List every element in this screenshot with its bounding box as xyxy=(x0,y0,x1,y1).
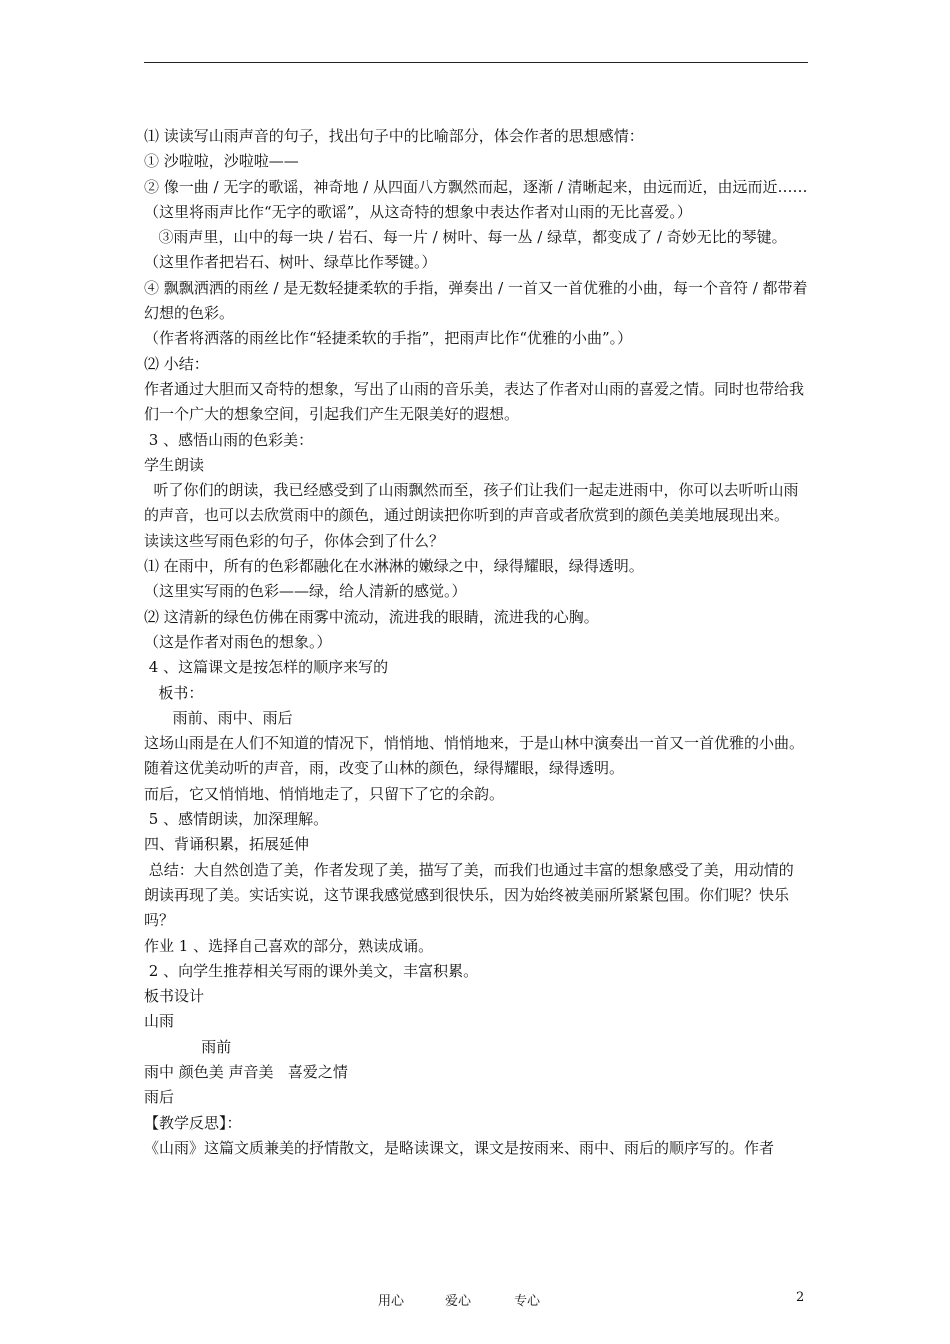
text-line: （作者将洒落的雨丝比作“轻捷柔软的手指”，把雨声比作“优雅的小曲”。） xyxy=(144,329,633,348)
text-line: 总结：大自然创造了美，作者发现了美，描写了美，而我们也通过丰富的想象感受了美，用动情的朗读再现了美。实话实说，这节课我感觉感到很快乐，因为始终被美丽所紧紧包围。你们呢？快乐吗？ xyxy=(144,860,794,930)
text-line: 学生朗读 xyxy=(144,455,205,474)
text-line: 3 、感悟山雨的色彩美： xyxy=(144,430,314,449)
text-line: （这里实写雨的色彩——绿，给人清新的感觉。） xyxy=(144,582,467,601)
text-line: ⑵ 小结： xyxy=(144,354,209,373)
page-footer xyxy=(0,1290,950,1314)
text-line: ⑴ 读读写山雨声音的句子，找出句子中的比喻部分，体会作者的思想感情： xyxy=(144,127,644,145)
text-line: 板书设计 xyxy=(144,987,205,1006)
page-number: 2 xyxy=(796,1290,805,1305)
text-line: ④ 飘飘洒洒的雨丝 / 是无数轻捷柔软的手指，弹奏出 / 一首又一首优雅的小曲，每一个音符 / 都带着幻想的色彩。 xyxy=(144,278,808,323)
text-line: 雨前 xyxy=(144,1037,232,1056)
text-line: ② 像一曲 / 无字的歌谣，神奇地 / 从四面八方飘然而起，逐渐 / 清晰起来，由远而近，由远而近…… xyxy=(144,177,808,196)
document-body xyxy=(144,124,808,1161)
text-line: 作业 1 、选择自己喜欢的部分，熟读成诵。 xyxy=(144,936,434,955)
text-line: 这场山雨是在人们不知道的情况下，悄悄地、悄悄地来，于是山林中演奏出一首又一首优雅的小曲。随着这优美动听的声音，雨，改变了山林的颜色，绿得耀眼，绿得透明。 xyxy=(144,734,805,778)
text-line: 作者通过大胆而又奇特的想象，写出了山雨的音乐美，表达了作者对山雨的喜爱之情。同时也带给我们一个广大的想象空间，引起我们产生无限美好的遐想。 xyxy=(144,379,805,424)
text-line: 《山雨》这篇文质兼美的抒情散文，是略读课文，课文是按雨来、雨中、雨后的顺序写的。作者 xyxy=(144,1138,775,1157)
text-line: 板书： xyxy=(144,683,204,702)
text-line: 听了你们的朗读，我已经感受到了山雨飘然而至，孩子们让我们一起走进雨中，你可以去听听山雨的声音，也可以去欣赏雨中的颜色，通过朗读把你听到的声音或者欣赏到的颜色美美地展现出来。 xyxy=(144,481,799,525)
text-line: ⑵ 这清新的绿色仿佛在雨雾中流动，流进我的眼睛，流进我的心胸。 xyxy=(144,607,599,626)
header-rule xyxy=(144,62,808,63)
footer-text-right: 专心 xyxy=(514,1294,541,1309)
text-line: ⑴ 在雨中，所有的色彩都融化在水淋淋的嫩绿之中，绿得耀眼，绿得透明。 xyxy=(144,557,644,576)
text-line: ③雨声里，山中的每一块 / 岩石、每一片 / 树叶、每一丛 / 绿草，都变成了 / 奇妙无比的琴键。 xyxy=(144,228,787,247)
footer-text-middle: 爱心 xyxy=(445,1294,472,1309)
text-line: 雨后 xyxy=(144,1088,175,1107)
text-line: （这里作者把岩石、树叶、绿草比作琴键。） xyxy=(144,253,437,272)
text-line: （这里将雨声比作“无字的歌谣”，从这奇特的想象中表达作者对山雨的无比喜爱。） xyxy=(144,202,692,221)
text-line: 四、背诵积累，拓展延伸 xyxy=(144,835,310,854)
text-line: 山雨 xyxy=(144,1012,175,1031)
text-line: 4 、这篇课文是按怎样的顺序来写的 xyxy=(144,658,389,677)
text-line: 雨中 颜色美 声音美 喜爱之情 xyxy=(144,1062,348,1081)
text-line: 雨前、雨中、雨后 xyxy=(144,708,293,727)
text-line: 【教学反思】： xyxy=(144,1113,242,1132)
footer-text-left: 用心 xyxy=(378,1294,405,1309)
text-line: 5 、感情朗读，加深理解。 xyxy=(144,810,329,829)
text-line: 读读这些写雨色彩的句子，你体会到了什么？ xyxy=(144,531,445,550)
text-line: 而后，它又悄悄地、悄悄地走了，只留下了它的余韵。 xyxy=(144,784,505,803)
text-line: ① 沙啦啦，沙啦啦—— xyxy=(144,152,299,171)
text-line: 2 、向学生推荐相关写雨的课外美文，丰富积累。 xyxy=(144,961,479,980)
text-line: （这是作者对雨色的想象。） xyxy=(144,632,332,651)
